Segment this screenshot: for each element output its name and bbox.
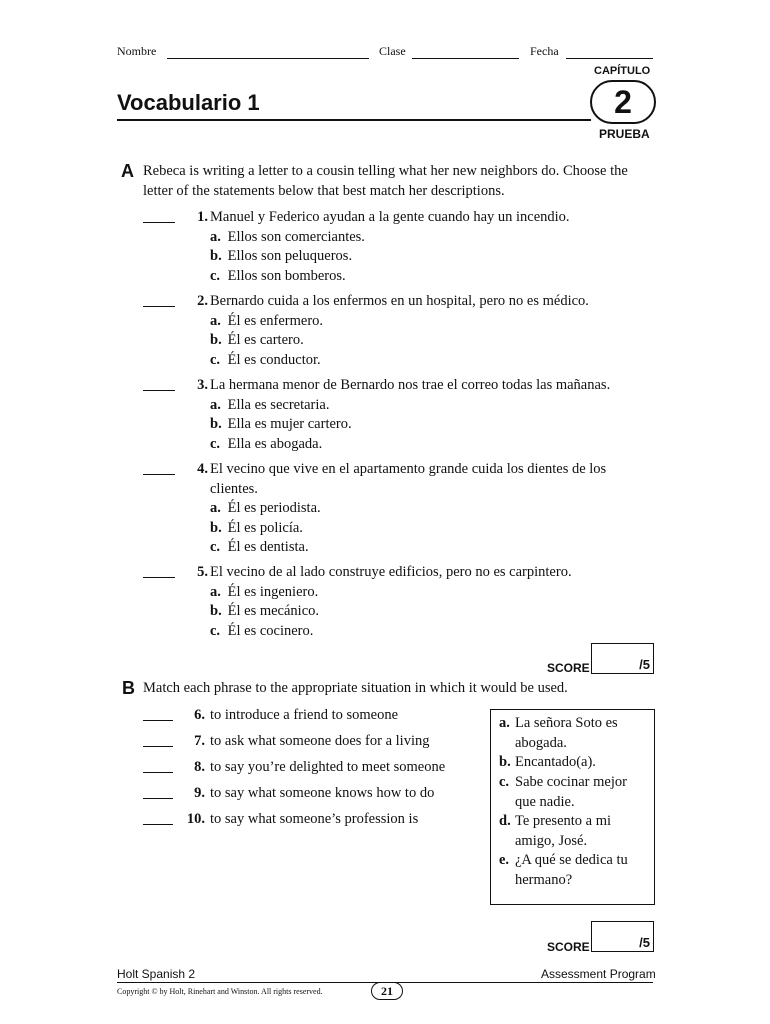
question-stem: Manuel y Federico ayudan a la gente cuando hay un incendio. bbox=[210, 209, 570, 225]
option-a: a. Ellos son comerciantes. bbox=[210, 229, 365, 245]
question-stem: La hermana menor de Bernardo nos trae el correo todas las mañanas. bbox=[210, 377, 611, 393]
option-b: b. Él es mecánico. bbox=[210, 603, 320, 619]
score-total-b: /5 bbox=[639, 935, 650, 950]
answer-blank-9[interactable] bbox=[143, 798, 173, 799]
question-number: 2. bbox=[197, 293, 208, 309]
option-c: c. Ellos son bomberos. bbox=[210, 268, 346, 284]
answer-choice-c: c. Sabe cocinar mejor que nadie. bbox=[499, 774, 627, 810]
option-a: a. Ella es secretaria. bbox=[210, 397, 330, 413]
option-c: c. Él es conductor. bbox=[210, 352, 321, 368]
answer-blank-6[interactable] bbox=[143, 720, 173, 721]
item-number: 8. bbox=[194, 759, 205, 775]
item-number: 7. bbox=[194, 733, 205, 749]
score-label-b: SCORE bbox=[547, 940, 590, 954]
question-number: 1. bbox=[197, 209, 208, 225]
section-a-letter: A bbox=[121, 161, 134, 181]
item-text: to say what someone’s profession is bbox=[210, 811, 419, 827]
section-b-instructions: Match each phrase to the appropriate situation in which it would be used. bbox=[143, 680, 568, 696]
chapter-number: 2 bbox=[614, 84, 632, 120]
footer-copyright: Copyright © by Holt, Rinehart and Winston. All rights reserved. bbox=[117, 987, 323, 996]
item-number: 9. bbox=[194, 785, 205, 801]
question-number: 5. bbox=[197, 564, 208, 580]
answer-blank-7[interactable] bbox=[143, 746, 173, 747]
score-box-a[interactable] bbox=[591, 643, 654, 674]
footer-program: Assessment Program bbox=[541, 967, 656, 981]
class-field[interactable] bbox=[412, 57, 519, 59]
name-label: Nombre bbox=[117, 44, 157, 58]
question-number: 4. bbox=[197, 461, 208, 477]
question-4 bbox=[143, 460, 663, 560]
option-b: b. Él es cartero. bbox=[210, 332, 304, 348]
question-3 bbox=[143, 376, 663, 456]
test-label: PRUEBA bbox=[599, 127, 650, 141]
page-number: 21 bbox=[371, 982, 403, 1000]
answer-choice-a: a. La señora Soto es abogada. bbox=[499, 715, 618, 751]
section-b-letter: B bbox=[122, 678, 135, 698]
answer-blank-10[interactable] bbox=[143, 824, 173, 825]
title-rule bbox=[117, 119, 591, 121]
option-a: a. Él es enfermero. bbox=[210, 313, 324, 329]
answer-choices-box bbox=[490, 709, 655, 905]
item-number: 6. bbox=[194, 707, 205, 723]
question-stem: El vecino que vive en el apartamento grande cuida los dientes de los clientes. bbox=[210, 461, 607, 497]
question-number: 3. bbox=[197, 377, 208, 393]
section-a-instructions: Rebeca is writing a letter to a cousin telling what her new neighbors do. Choose the letter of the statements below that best match her descriptions. bbox=[143, 163, 628, 199]
answer-choice-e: e. ¿A qué se dedica tu hermano? bbox=[499, 852, 628, 888]
item-text: to introduce a friend to someone bbox=[210, 707, 399, 723]
answer-blank-8[interactable] bbox=[143, 772, 173, 773]
answer-blank-2[interactable] bbox=[143, 306, 175, 307]
chapter-badge bbox=[590, 80, 656, 124]
answer-choice-d: d. Te presento a mi amigo, José. bbox=[499, 813, 612, 849]
date-field[interactable] bbox=[566, 57, 653, 59]
name-field[interactable] bbox=[167, 57, 369, 59]
option-c: c. Él es cocinero. bbox=[210, 623, 314, 639]
option-a: a. Él es ingeniero. bbox=[210, 584, 319, 600]
score-box-b[interactable] bbox=[591, 921, 654, 952]
date-label: Fecha bbox=[530, 44, 559, 58]
option-a: a. Él es periodista. bbox=[210, 500, 321, 516]
answer-choice-b: b. Encantado(a). bbox=[499, 754, 596, 770]
option-b: b. Ellos son peluqueros. bbox=[210, 248, 353, 264]
answer-blank-5[interactable] bbox=[143, 577, 175, 578]
question-2 bbox=[143, 292, 663, 372]
item-text: to say you’re delighted to meet someone bbox=[210, 759, 446, 775]
question-5 bbox=[143, 563, 663, 643]
score-label-a: SCORE bbox=[547, 661, 590, 675]
item-text: to ask what someone does for a living bbox=[210, 733, 430, 749]
option-b: b. Ella es mujer cartero. bbox=[210, 416, 352, 432]
score-total-a: /5 bbox=[639, 657, 650, 672]
footer-book: Holt Spanish 2 bbox=[117, 967, 196, 981]
answer-blank-4[interactable] bbox=[143, 474, 175, 475]
option-c: c. Ella es abogada. bbox=[210, 436, 323, 452]
page-title: Vocabulario 1 bbox=[117, 90, 260, 115]
question-stem: Bernardo cuida a los enfermos en un hospital, pero no es médico. bbox=[210, 293, 589, 309]
chapter-label: CAPÍTULO bbox=[594, 65, 651, 77]
question-stem: El vecino de al lado construye edificios, pero no es carpintero. bbox=[210, 564, 572, 580]
item-text: to say what someone knows how to do bbox=[210, 785, 435, 801]
item-number: 10. bbox=[186, 811, 205, 827]
answer-blank-3[interactable] bbox=[143, 390, 175, 391]
question-1 bbox=[143, 208, 663, 288]
option-c: c. Él es dentista. bbox=[210, 539, 309, 555]
option-b: b. Él es policía. bbox=[210, 520, 303, 536]
answer-blank-1[interactable] bbox=[143, 222, 175, 223]
class-label: Clase bbox=[379, 44, 406, 58]
